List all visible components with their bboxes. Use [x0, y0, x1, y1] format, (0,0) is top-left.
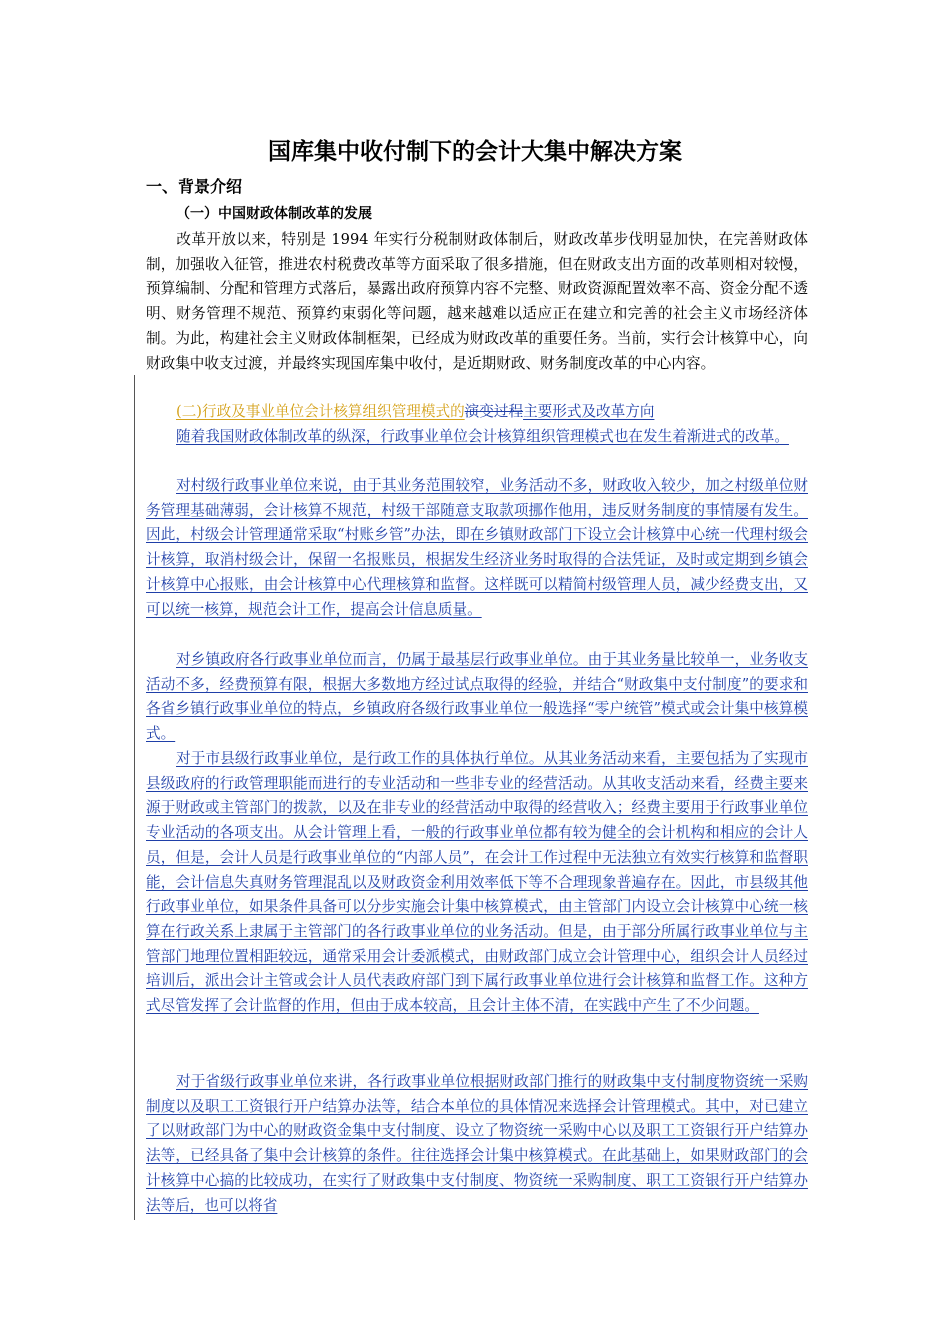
paragraph-city-county-level: 对于市县级行政事业单位，是行政工作的具体执行单位。从其业务活动来看，主要包括为了实现市县级政府的行政管理职能而进行的专业活动和一些非专业的经营活动。从其收支活动来看，经费主要来源于财政或主管部门的拨款，以及在非专业的经营活动中取得的经营收入；经费主要用于行政事业单位专业活动的各项支出。从会计管理上看，一般的行政事业单位都有较为健全的会计机构和相应的会计人员，但是，会计人员是行政事业单位的“内部人员”，在会计工作过程中无法独立有效实行核算和监督职能，会计信息失真财务管理混乱以及财政资金利用效率低下等不合理现象普遍存在。因此，市县级其他行政事业单位，如果条件具备可以分步实施会计集中核算模式，由主管部门内设立会计核算中心统一核算在行政关系上隶属于主管部门的各行政事业单位的业务活动。但是，由于部分所属行政事业单位与主管部门地理位置相距较远，通常采用会计委派模式，由财政部门成立会计管理中心，组织会计人员经过培训后，派出会计主管或会计人员代表政府部门到下属行政事业单位进行会计核算和监督工作。这种方式尽管发挥了会计监督的作用，但由于成本较高，且会计主体不清，在实践中产生了不少问题。 — [146, 750, 808, 1015]
revision-change-bar — [134, 375, 135, 1220]
paragraph-township-level: 对乡镇政府各行政事业单位而言，仍属于最基层行政事业单位。由于其业务量比较单一，业务收支活动不多，经费预算有限，根据大多数地方经过试点取得的经验，并结合“财政集中支付制度”的要求和各省乡镇行政事业单位的特点，乡镇政府各级行政事业单位一般选择“零户统管”模式或会计集中核算模式。 — [146, 651, 808, 743]
paragraph-provincial-level: 对于省级行政事业单位来讲，各行政事业单位根据财政部门推行的财政集中支付制度物资统一采购制度以及职工工资银行开户结算办法等，结合本单位的具体情况来选择会计管理模式。其中，对已建立了以财政部门为中心的财政资金集中支付制度、设立了物资统一采购中心以及职工工资银行开户结算办法等，已经具备了集中会计核算的条件。往往选择会计集中核算模式。在此基础上，如果财政部门的会计核算中心搞的比较成功，在实行了财政集中支付制度、物资统一采购制度、职工工资银行开户结算办法等后，也可以将省 — [146, 1073, 808, 1214]
inserted-text: (二)行政及事业单位会计核算组织管理模式的 — [176, 403, 465, 420]
paragraph-fiscal-reform: 改革开放以来，特别是 1994 年实行分税制财政体制后，财政改革步伐明显加快，在完善财政体制，加强收入征管，推进农村税费改革等方面采取了很多措施，但在财政支出方面的改革则相对较慢，预算编制、分配和管理方式落后，暴露出政府预算内容不完整、财政资源配置效率不高、资金分配不透明、财务管理不规范、预算约束弱化等问题，越来越难以适应正在建立和完善的社会主义市场经济体制。为此，构建社会主义财政体制框架，已经成为财政改革的重要任务。当前，实行会计核算中心，向财政集中收支过渡，并最终实现国库集中收付，是近期财政、财务制度改革的中心内容。 — [146, 231, 808, 372]
paragraph-village-level: 对村级行政事业单位来说，由于其业务范围较窄，业务活动不多，财政收入较少，加之村级单位财务管理基础薄弱，会计核算不规范，村级干部随意支取款项挪作他用，违反财务制度的事情屡有发生。因此，村级会计管理通常采取“村账乡管”办法，即在乡镇财政部门下设立会计核算中心统一代理村级会计核算，取消村级会计，保留一名报账员，根据发生经济业务时取得的合法凭证，及时或定期到乡镇会计核算中心报账，由会计核算中心代理核算和监督。这样既可以精简村级管理人员，减少经费支出，又可以统一核算，规范会计工作，提高会计信息质量。 — [146, 477, 808, 618]
document-title: 国库集中收付制下的会计大集中解决方案 — [268, 139, 682, 165]
deleted-text: 演变过程 — [464, 403, 524, 420]
heading-rest-text: 主要形式及改革方向 — [523, 403, 655, 420]
subsection-heading-accounting-models — [146, 400, 808, 425]
paragraph-reform-intro: 随着我国财政体制改革的纵深，行政事业单位会计核算组织管理模式也在发生着渐进式的改革。 — [176, 428, 789, 445]
section-heading-background: 一、背景介绍 — [146, 177, 243, 196]
subsection-heading-fiscal-reform: （一）中国财政体制改革的发展 — [176, 206, 372, 222]
